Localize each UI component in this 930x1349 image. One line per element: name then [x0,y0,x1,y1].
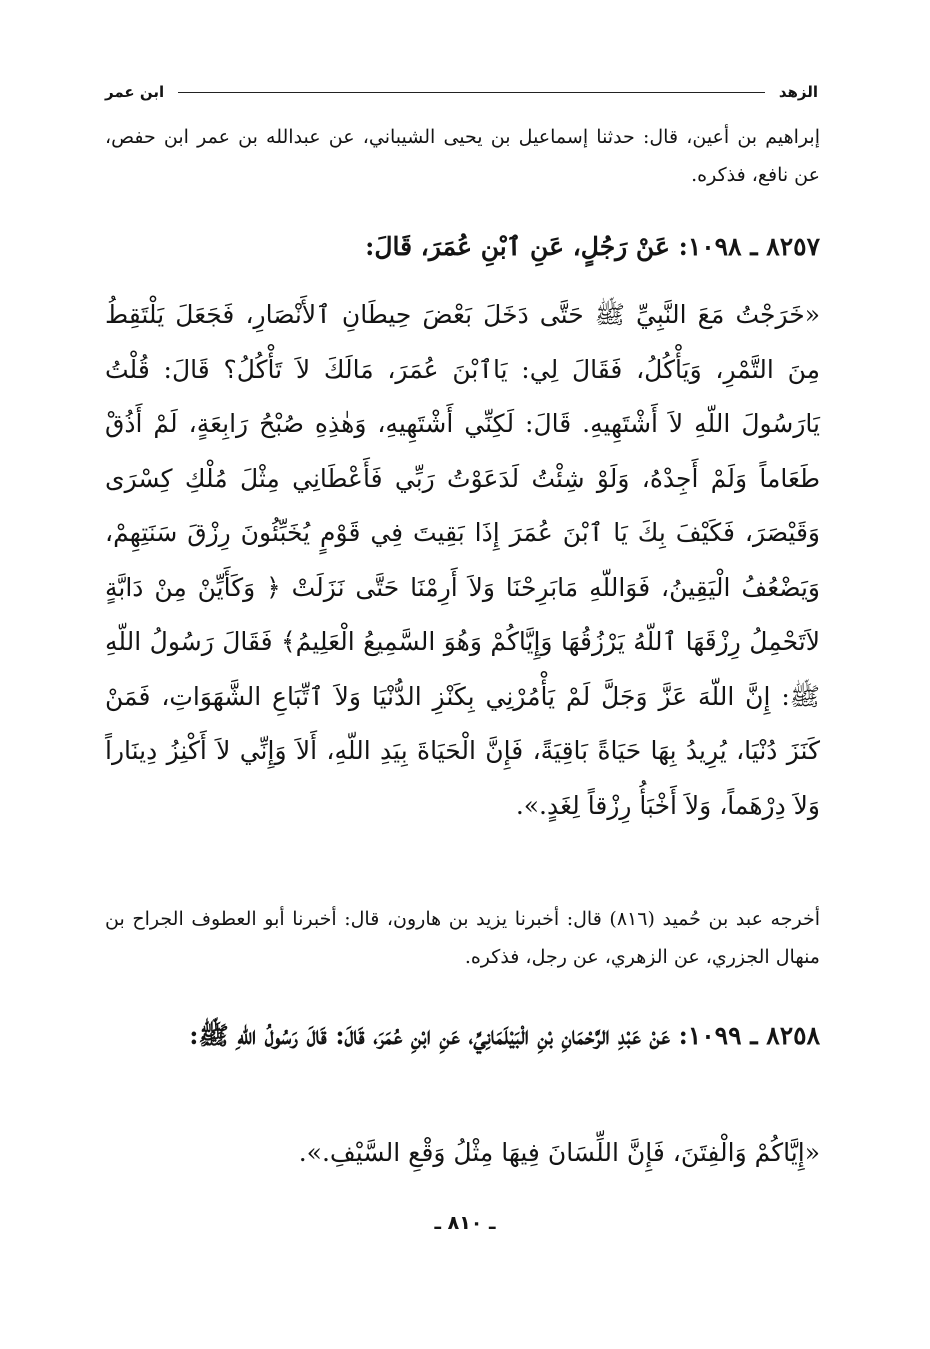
hadith-8257-heading: ٨٢٥٧ ـ ١٠٩٨: عَنْ رَجُلٍ، عَنِ ٱبْنِ عُمَرَ، قَالَ: [365,232,820,261]
header-rule [178,92,765,93]
hadith-8258-text: «إِيَّاكُمْ وَالْفِتَنَ، فَإِنَّ اللِّسَانَ فِيهَا مِثْلُ وَقْعِ السَّيْفِ.». [298,1138,820,1167]
takhrij-paragraph: أخرجه عبد بن حُميد (٨١٦) قال: أخبرنا يزيد بن هارون، قال: أخبرنا أبو العطوف الجراح بن منهال الجزري، عن الزهري، عن رجل، فذكره. [105,908,820,968]
intro-paragraph: إبراهيم بن أعين، قال: حدثنا إسماعيل بن يحيى الشيباني، عن عبدالله بن عمر ابن حفص، عن نافع، فذكره. [105,126,820,186]
header-narrator-title: ابن عمر [105,83,165,101]
hadith-8258-heading: ٨٢٥٨ ـ ١٠٩٩: عَنْ عَبْدِ الرَّحْمَانِ بْنِ الْبَيْلَمَانِيِّ، عَنِ ابْنِ عُمَرَ، قَالَ: قَالَ رَسُولُ اللّهِ ﷺ: [189,1021,820,1050]
page-number: ـ ٨١٠ ـ [434,1212,496,1234]
hadith-8257-text: «خَرَجْتُ مَعَ النَّبِيِّ ﷺ حَتَّى دَخَلَ بَعْضَ حِيطَانِ ٱلأَنْصَارِ، فَجَعَلَ يَلْتَقِطُ مِنَ التَّمْرِ، وَيَأْكُلُ، فَقَالَ لِي: يَاٱبْنَ عُمَرَ، مَالَكَ لاَ تَأْكُلُ؟ قَالَ: قُلْتُ يَارَسُولَ اللّهِ لاَ أَشْتَهِيهِ. قَالَ: لَكِنِّي أَشْتَهِيهِ، وَهٰذِهِ صُبْحُ رَابِعَةٍ، لَمْ أَذُقْ طَعَاماً وَلَمْ أَجِدْهُ، وَلَوْ شِئْتُ لَدَعَوْتُ رَبِّي فَأَعْطَانِي مِثْلَ مُلْكِ كِسْرَى وَقَيْصَرَ، فَكَيْفَ بِكَ يَا ٱبْنَ عُمَرَ إِذَا بَقِيتَ فِي قَوْمٍ يُخَبِّئُونَ رِزْقَ سَنَتِهِمْ، وَيَضْعُفُ الْيَقِينُ، فَوَاللّهِ مَابَرِحْنَا وَلاَ أَرِمْنَا حَتَّى نَزَلَتْ ﴿ وَكَأَيِّنْ مِنْ دَابَّةٍ لاَتَحْمِلُ رِزْقَهَا ٱللّهُ يَرْزُقُهَا وَإِيَّاكُمْ وَهُوَ السَّمِيعُ الْعَلِيمُ﴾ فَقَالَ رَسُولُ اللّهِ ﷺ: إِنَّ اللّهَ عَزَّ وَجَلَّ لَمْ يَأْمُرْنِي بِكَنْزِ الدُّنْيَا وَلاَ ٱتِّبَاعِ الشَّهَوَاتِ، فَمَنْ كَنَزَ دُنْيَا، يُرِيدُ بِهَا حَيَاةً بَاقِيَةً، فَإِنَّ الْحَيَاةَ بِيَدِ اللّهِ، أَلاَ وَإِنِّي لاَ أَكْنِزُ دِينَاراً وَلاَ دِرْهَماً، وَلاَ أَخْبَأُ رِزْقاً لِغَدٍ.». [105,300,820,820]
header-chapter-title: الزهد [778,83,818,101]
running-header [105,78,818,106]
